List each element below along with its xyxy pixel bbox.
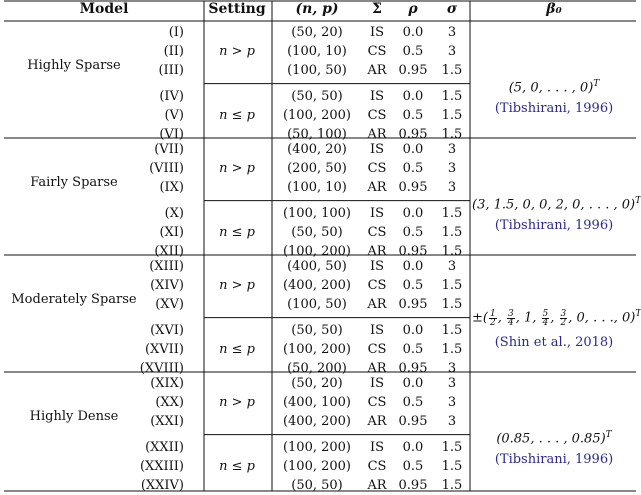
setting-label: n ≤ p <box>219 224 255 240</box>
sigma-matrix-value: AR <box>367 244 387 259</box>
n-p-value: (50, 50) <box>291 478 343 493</box>
citation-link[interactable]: (Tibshirani, 1996) <box>494 452 614 468</box>
sigma-value: 3 <box>447 161 457 177</box>
sigma-value: 3 <box>447 376 457 391</box>
n-p-value: (50, 100) <box>287 127 347 142</box>
rho-value: 0.0 <box>402 376 424 391</box>
sigma-matrix-value: AR <box>367 414 387 430</box>
sigma-matrix-value: IS <box>369 439 385 455</box>
rho-value: 0.95 <box>398 478 428 493</box>
sigma-matrix-value: AR <box>367 478 387 493</box>
sigma-value: 1.5 <box>441 107 463 123</box>
sigma-value: 3 <box>447 414 457 430</box>
rho-value: 0.0 <box>402 25 424 40</box>
rho-value: 0.0 <box>402 439 424 455</box>
row-id: (XXI) <box>150 414 184 430</box>
sigma-matrix-value: IS <box>369 259 385 274</box>
beta0-entry: . . . <box>593 310 614 326</box>
setting-label: n > p <box>219 161 255 177</box>
row-id: (VII) <box>154 142 184 157</box>
setting-label: n ≤ p <box>219 458 255 474</box>
n-p-value: (100, 200) <box>282 458 352 474</box>
rho-value: 0.5 <box>402 44 424 60</box>
setting-label: n ≤ p <box>219 107 255 123</box>
n-p-value: (400, 50) <box>287 259 347 274</box>
n-p-value: (200, 50) <box>287 161 347 177</box>
row-id: (XIX) <box>150 376 184 391</box>
sigma-value: 1.5 <box>441 63 463 79</box>
sigma-value: 1.5 <box>441 127 463 142</box>
sigma-value: 1.5 <box>441 439 463 455</box>
sigma-matrix-value: CS <box>367 278 387 294</box>
row-id: (XX) <box>155 395 184 411</box>
rho-value: 0.95 <box>398 361 428 376</box>
citation-link[interactable]: (Shin et al., 2018) <box>494 335 614 351</box>
citation-link[interactable]: (Tibshirani, 1996) <box>494 101 614 117</box>
n-p-value: (100, 200) <box>282 439 352 455</box>
beta0-vector <box>472 75 636 97</box>
sigma-matrix-value: AR <box>367 297 387 313</box>
sigma-value: 3 <box>447 395 457 411</box>
n-p-value: (100, 200) <box>282 341 352 357</box>
header-setting: Setting <box>208 1 266 17</box>
sigma-value: 1.5 <box>441 297 463 313</box>
header-sigma-matrix: Σ <box>372 1 382 17</box>
header-model: Model <box>79 1 129 17</box>
header-rho: ρ <box>408 1 418 17</box>
rho-value: 0.0 <box>402 322 424 338</box>
sigma-value: 1.5 <box>441 458 463 474</box>
sigma-value: 1.5 <box>441 341 463 357</box>
sigma-value: 1.5 <box>441 278 463 294</box>
rho-value: 0.95 <box>398 180 428 196</box>
model-name: Moderately Sparse <box>11 292 137 307</box>
n-p-value: (50, 20) <box>291 25 343 40</box>
row-id: (XIII) <box>149 259 184 274</box>
row-id: (I) <box>168 25 184 40</box>
setting-label: n > p <box>219 278 255 294</box>
beta0-vector: ±( $\frac{1}{2}$ , $\frac{3}{4}$ , 1, $\frac{5}{4}$ , $\frac{3}{2}$ , 0, . . ., 0)$^T$ <box>472 308 641 328</box>
simulation-settings-table <box>4 0 641 494</box>
sigma-matrix-value: CS <box>367 44 387 60</box>
row-id: (XXIII) <box>139 458 184 474</box>
rho-value: 0.95 <box>398 297 428 313</box>
sigma-matrix-value: AR <box>367 361 387 376</box>
beta0-entry: 0 <box>576 310 585 326</box>
model-name: Highly Sparse <box>27 58 121 73</box>
beta0-value: (3, 1.5, 0, 0, 2, 0, . . . , 0) <box>472 197 636 213</box>
beta0-fraction: $\frac{3}{2}$ <box>560 308 567 328</box>
beta0-suffix: ) <box>630 310 636 326</box>
sigma-matrix-value: IS <box>369 25 385 40</box>
n-p-value: (50, 50) <box>291 88 343 104</box>
row-id: (IV) <box>159 88 184 104</box>
sigma-value: 3 <box>447 142 457 157</box>
row-id: (X) <box>164 205 184 221</box>
rho-value: 0.5 <box>402 224 424 240</box>
n-p-value: (400, 20) <box>287 142 347 157</box>
sigma-matrix-value: CS <box>367 107 387 123</box>
sigma-matrix-value: IS <box>369 205 385 221</box>
beta0-vector <box>472 192 641 214</box>
sigma-value: 3 <box>447 180 457 196</box>
sigma-matrix-value: CS <box>367 458 387 474</box>
n-p-value: (100, 10) <box>287 44 347 60</box>
sigma-value: 1.5 <box>441 244 463 259</box>
rho-value: 0.95 <box>398 414 428 430</box>
rho-value: 0.95 <box>398 63 428 79</box>
sigma-value: 1.5 <box>441 205 463 221</box>
sigma-value: 1.5 <box>441 322 463 338</box>
rho-value: 0.95 <box>398 244 428 259</box>
n-p-value: (100, 10) <box>287 180 347 196</box>
n-p-value: (400, 100) <box>282 395 352 411</box>
rho-value: 0.5 <box>402 278 424 294</box>
row-id: (III) <box>158 63 184 79</box>
sigma-matrix-value: IS <box>369 88 385 104</box>
n-p-value: (100, 50) <box>287 297 347 313</box>
rho-value: 0.0 <box>402 259 424 274</box>
sigma-matrix-value: CS <box>367 341 387 357</box>
row-id: (XXII) <box>145 439 184 455</box>
n-p-value: (50, 50) <box>291 322 343 338</box>
n-p-value: (100, 50) <box>287 63 347 79</box>
n-p-value: (50, 200) <box>287 361 347 376</box>
n-p-value: (400, 200) <box>282 414 352 430</box>
header-sigma: σ <box>446 1 458 17</box>
n-p-value: (400, 200) <box>282 278 352 294</box>
beta0-value: (5, 0, . . . , 0) <box>508 80 594 96</box>
beta0-vector <box>472 426 636 448</box>
rho-value: 0.5 <box>402 395 424 411</box>
row-id: (II) <box>163 44 184 60</box>
n-p-value: (100, 200) <box>282 107 352 123</box>
row-id: (XI) <box>159 224 184 240</box>
sigma-value: 1.5 <box>441 88 463 104</box>
setting-label: n ≤ p <box>219 341 255 357</box>
header-beta0: β₀ <box>546 1 562 17</box>
n-p-value: (100, 200) <box>282 244 352 259</box>
sigma-matrix-value: IS <box>369 322 385 338</box>
sigma-value: 3 <box>447 259 457 274</box>
sigma-matrix-value: IS <box>369 142 385 157</box>
beta0-fraction: $\frac{3}{4}$ <box>507 308 514 328</box>
beta0-transpose: T <box>635 196 641 207</box>
sigma-value: 3 <box>447 361 457 376</box>
beta0-value: (0.85, . . . , 0.85) <box>496 431 606 447</box>
row-id: (XVI) <box>150 322 184 338</box>
model-name: Fairly Sparse <box>30 175 118 190</box>
rho-value: 0.5 <box>402 341 424 357</box>
rho-value: 0.0 <box>402 88 424 104</box>
n-p-value: (100, 100) <box>282 205 352 221</box>
row-id: (XII) <box>154 244 184 259</box>
sigma-matrix-value: CS <box>367 161 387 177</box>
row-id: (XVIII) <box>139 361 184 376</box>
row-id: (XV) <box>155 297 184 313</box>
header-n-p: (n, p) <box>295 1 339 17</box>
sigma-matrix-value: AR <box>367 63 387 79</box>
sigma-matrix-value: IS <box>369 376 385 391</box>
beta0-entry: 1 <box>523 310 533 326</box>
rho-value: 0.5 <box>402 107 424 123</box>
row-id: (V) <box>164 107 184 123</box>
citation-link[interactable]: (Tibshirani, 1996) <box>494 218 614 234</box>
rho-value: 0.5 <box>402 458 424 474</box>
beta0-entry: 0 <box>622 310 631 326</box>
row-id: (VI) <box>159 127 184 142</box>
row-id: (XVII) <box>144 341 184 357</box>
model-name: Highly Dense <box>29 409 119 424</box>
setting-label: n > p <box>219 44 255 60</box>
rho-value: 0.0 <box>402 205 424 221</box>
rho-value: 0.0 <box>402 142 424 157</box>
rho-value: 0.5 <box>402 161 424 177</box>
beta0-prefix: ±( <box>472 310 488 326</box>
sigma-value: 3 <box>447 44 457 60</box>
sigma-matrix-value: AR <box>367 180 387 196</box>
sigma-value: 1.5 <box>441 224 463 240</box>
beta0-transpose: T <box>593 79 600 90</box>
sigma-matrix-value: CS <box>367 224 387 240</box>
n-p-value: (50, 20) <box>291 376 343 391</box>
sigma-value: 1.5 <box>441 478 463 493</box>
beta0-transpose: T <box>635 309 641 320</box>
n-p-value: (50, 50) <box>291 224 343 240</box>
row-id: (XXIV) <box>140 478 184 493</box>
beta0-transpose: T <box>605 430 612 441</box>
sigma-matrix-value: AR <box>367 127 387 142</box>
beta0-fraction: $\frac{5}{4}$ <box>542 308 549 328</box>
rho-value: 0.95 <box>398 127 428 142</box>
row-id: (VIII) <box>149 161 184 177</box>
sigma-matrix-value: CS <box>367 395 387 411</box>
row-id: (XIV) <box>150 278 184 294</box>
sigma-value: 3 <box>447 25 457 40</box>
setting-label: n > p <box>219 395 255 411</box>
beta0-fraction: $\frac{1}{2}$ <box>489 308 496 328</box>
row-id: (IX) <box>159 180 184 196</box>
